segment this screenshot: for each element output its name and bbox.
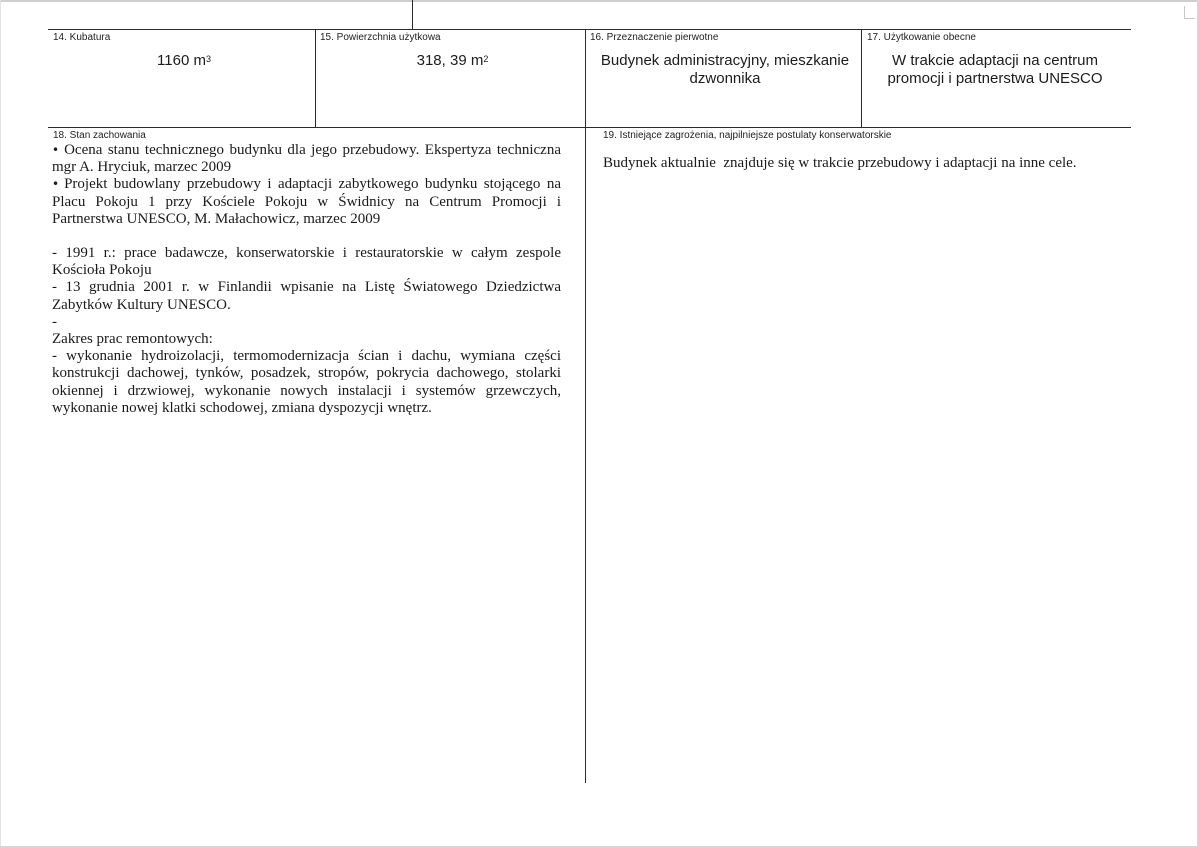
- page-edge-top: [0, 0, 1199, 2]
- field-18-scope-list: - wykonanie hydroizolacji, termomodernizacja ścian i dachu, wymiana części konstrukcji dachowej, tynków, posadzek, stropów, pokrycia dachowego, stolarki okiennej i drzwiowej, wykonanie nowych instalacji i systemów grzewczych, wykonanie nowej klatki schodowej, zmiana dyspozycji wnętrz.: [52, 348, 561, 416]
- divider-15-16: [585, 29, 586, 783]
- field-18-line-1991: - 1991 r.: prace badawcze, konserwatorskie i restauratorskie w całym zespole Kościoła Pokoju: [52, 245, 561, 279]
- top-tick-line: [412, 0, 413, 30]
- field-14-value: [53, 52, 315, 70]
- row2-top-border: [48, 127, 1131, 128]
- field-16-label: 16. Przeznaczenie pierwotne: [590, 32, 719, 43]
- field-18-scope-heading: Zakres prac remontowych:: [52, 331, 213, 348]
- field-17-value: W trakcie adaptacji na centrum promocji i partnerstwa UNESCO: [887, 52, 1103, 87]
- row1-top-border: [48, 29, 1131, 30]
- field-17-label: 17. Użytkowanie obecne: [867, 32, 976, 43]
- field-14-exponent: 3: [205, 54, 211, 64]
- field-18-bullet-2: • Projekt budowlany przebudowy i adaptacji zabytkowego budynku stojącego na Placu Pokoju 1 przy Kościele Pokoju w Świdnicy na Centrum Promocji i Partnerstwa UNESCO, M. Małachowicz, marzec 2009: [52, 176, 561, 228]
- field-16-value: Budynek administracyjny, mieszkanie dzwonnika: [600, 52, 850, 87]
- field-19-label: 19. Istniejące zagrożenia, najpilniejsze postulaty konserwatorskie: [603, 130, 892, 141]
- divider-16-17: [861, 29, 862, 128]
- page-edge-left: [0, 0, 1, 848]
- field-18-gap: [52, 228, 561, 245]
- field-18-line-dash: -: [52, 313, 57, 330]
- field-19-content: Budynek aktualnie znajduje się w trakcie przebudowy i adaptacji na inne cele.: [603, 155, 1077, 171]
- field-18-label: 18. Stan zachowania: [53, 130, 146, 141]
- field-15-number: 318, 39 m: [416, 52, 484, 69]
- field-14-number: 1160 m: [157, 52, 206, 69]
- corner-mark: [1184, 6, 1195, 19]
- field-15-label: 15. Powierzchnia użytkowa: [320, 32, 441, 43]
- field-15-value: [320, 52, 585, 70]
- divider-14-15: [315, 29, 316, 128]
- field-18-line-2001: - 13 grudnia 2001 r. w Finlandii wpisanie na Listę Światowego Dziedzictwa Zabytków Kultury UNESCO.: [52, 279, 561, 313]
- field-14-label: 14. Kubatura: [53, 32, 111, 43]
- field-18-bullet-1: • Ocena stanu technicznego budynku dla jego przebudowy. Ekspertyza techniczna mgr A. Hryciuk, marzec 2009: [52, 142, 561, 176]
- field-18-content: [52, 142, 561, 417]
- field-15-exponent: 2: [483, 54, 489, 64]
